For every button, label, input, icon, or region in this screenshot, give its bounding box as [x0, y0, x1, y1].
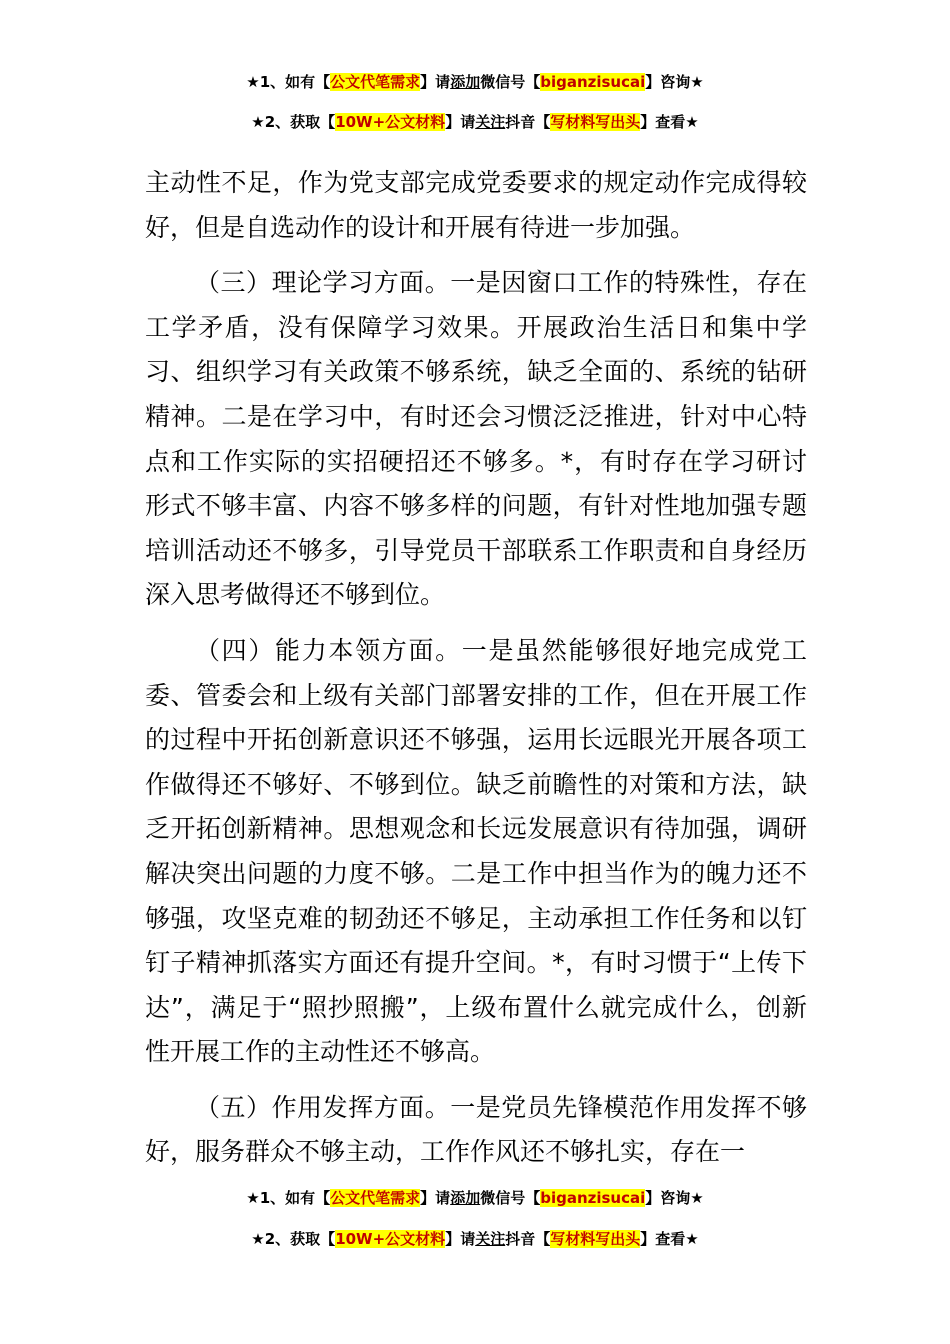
- paragraph-continuation: 主动性不足，作为党支部完成党委要求的规定动作完成得较好，但是自选动作的设计和开展有待进一步加强。: [145, 168, 807, 242]
- highlight-wechat-id: biganzisucai: [540, 73, 646, 91]
- paragraph-role: （五）作用发挥方面。一是党员先锋模范作用发挥不够好，服务群众不够主动，工作作风还不够扎实，存在一: [145, 1092, 807, 1167]
- highlight-wechat-id: biganzisucai: [540, 1189, 646, 1207]
- highlight-douyin-account: 写材料写出头: [550, 1230, 641, 1248]
- footer-banner-line-2: ★2、获取【10W+公文材料】请关注抖音【写材料写出头】查看★: [251, 1230, 699, 1248]
- paragraph-ability: （四）能力本领方面。一是虽然能够很好地完成党工委、管委会和上级有关部门部署安排的工作，但在开展工作的过程中开拓创新意识还不够强，运用长远眼光开展各项工作做得还不够好、不够到位。缺乏前瞻性的对策和方法，缺乏开拓创新精神。思想观念和长远发展意识有待加强，调研解决突出问题的力度不够。二是工作中担当作为的魄力还不够强，攻坚克难的韧劲还不够足，主动承担工作任务和以钉钉子精神抓落实方面还有提升空间。*，有时习惯于“上传下达”，满足于“照抄照搬”，上级布置什么就完成什么，创新性开展工作的主动性还不够高。: [145, 635, 807, 1067]
- highlight-douyin-account: 写材料写出头: [550, 113, 641, 131]
- header-banner-line-2: ★2、获取【10W+公文材料】请关注抖音【写材料写出头】查看★: [251, 113, 699, 131]
- header-banner-line-1: ★1、如有【公文代笔需求】请添加微信号【biganzisucai】咨询★: [246, 73, 704, 91]
- highlight-service: 公文代笔需求: [330, 1189, 421, 1207]
- highlight-service: 公文代笔需求: [330, 73, 421, 91]
- highlight-materials: 10W+公文材料: [335, 1230, 446, 1248]
- footer-banner-line-1: ★1、如有【公文代笔需求】请添加微信号【biganzisucai】咨询★: [246, 1189, 704, 1207]
- paragraph-theory-study: （三）理论学习方面。一是因窗口工作的特殊性，存在工学矛盾，没有保障学习效果。开展政治生活日和集中学习、组织学习有关政策不够系统，缺乏全面的、系统的钻研精神。二是在学习中，有时还会习惯泛泛推进，针对中心特点和工作实际的实招硬招还不够多。*，有时存在学习研讨形式不够丰富、内容不够多样的问题，有针对性地加强专题培训活动还不够多，引导党员干部联系工作职责和自身经历深入思考做得还不够到位。: [145, 268, 807, 610]
- document-body: [145, 161, 807, 1186]
- highlight-materials: 10W+公文材料: [335, 113, 446, 131]
